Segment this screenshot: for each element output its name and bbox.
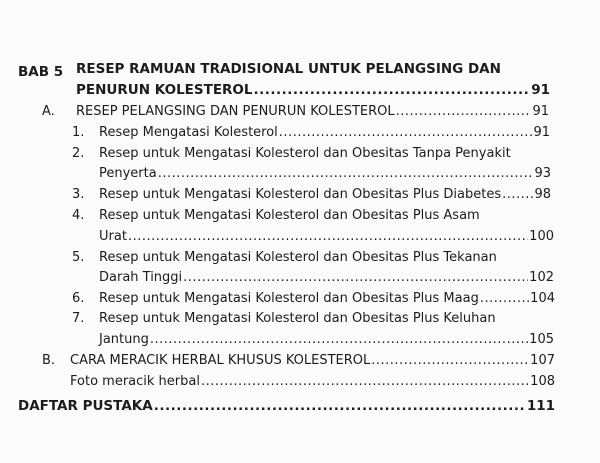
item-page-number: 108 [530,374,555,389]
dot-leader [154,398,526,414]
item-page-number: 100 [529,229,554,244]
chapter-title-entry[interactable] [76,82,550,98]
item-title: Resep Mengatasi Kolesterol [99,125,278,140]
chapter-page-number: 91 [531,82,550,98]
section-b-page-number: 107 [530,353,555,368]
item-title-line2: Jantung [99,332,149,347]
bibliography-page-number: 111 [526,398,555,414]
item-title-line1: Resep untuk Mengatasi Kolesterol dan Obesitas Plus Tekanan [99,250,497,265]
chapter-title-line2: PENURUN KOLESTEROL [76,82,253,98]
chapter-label: BAB 5 [18,64,64,80]
dot-leader [480,291,529,307]
item-title-line2: Darah Tinggi [99,270,183,285]
section-b-entry[interactable] [70,353,555,369]
item-number: 3. [72,187,85,202]
item-title-line1: Resep untuk Mengatasi Kolesterol dan Obesitas Plus Keluhan [99,311,496,326]
item-number: 4. [72,208,85,223]
toc-entry-item-5[interactable] [99,270,554,286]
dot-leader [502,187,533,203]
item-page-number: 91 [533,125,550,140]
item-number: 6. [72,291,85,306]
section-b-label: B. [42,353,56,368]
toc-entry-item-6[interactable] [99,291,555,307]
item-page-number: 102 [529,270,554,285]
dot-leader [396,104,532,120]
toc-entry-item-1[interactable] [99,125,550,141]
item-page-number: 105 [529,332,554,347]
section-a-label: A. [42,104,55,119]
dot-leader [201,374,529,390]
item-page-number: 93 [534,166,551,181]
item-number: 7. [72,311,85,326]
bibliography-title: DAFTAR PUSTAKA [18,398,153,414]
item-number: 2. [72,146,85,161]
item-title-line2: Penyerta [99,166,157,181]
section-a-page-number: 91 [532,104,549,119]
dot-leader [183,270,528,286]
dot-leader [128,229,528,245]
item-number: 1. [72,125,85,140]
item-page-number: 98 [534,187,551,202]
toc-entry-item-2[interactable] [99,166,551,182]
dot-leader [254,82,531,98]
toc-entry-item-4[interactable] [99,229,554,245]
item-title-line2: Urat [99,229,127,244]
item-title-line1: Resep untuk Mengatasi Kolesterol dan Obesitas Plus Asam [99,208,480,223]
section-a-title: RESEP PELANGSING DAN PENURUN KOLESTEROL [76,104,395,119]
item-page-number: 104 [530,291,555,306]
section-a-entry[interactable] [76,104,549,120]
item-number: 5. [72,250,85,265]
bibliography-entry[interactable] [18,398,555,414]
chapter-title-line1: RESEP RAMUAN TRADISIONAL UNTUK PELANGSING DAN [76,61,501,77]
toc-entry-foto[interactable] [70,374,555,390]
dot-leader [279,125,533,141]
dot-leader [150,332,528,348]
item-title: Resep untuk Mengatasi Kolesterol dan Obesitas Plus Diabetes [99,187,502,202]
toc-entry-item-3[interactable] [99,187,551,203]
dot-leader [158,166,534,182]
toc-entry-item-7[interactable] [99,332,554,348]
item-title: Resep untuk Mengatasi Kolesterol dan Obesitas Plus Maag [99,291,479,306]
dot-leader [371,353,529,369]
item-title-line1: Resep untuk Mengatasi Kolesterol dan Obesitas Tanpa Penyakit [99,146,511,161]
item-title: Foto meracik herbal [70,374,200,389]
section-b-title: CARA MERACIK HERBAL KHUSUS KOLESTEROL [70,353,371,368]
